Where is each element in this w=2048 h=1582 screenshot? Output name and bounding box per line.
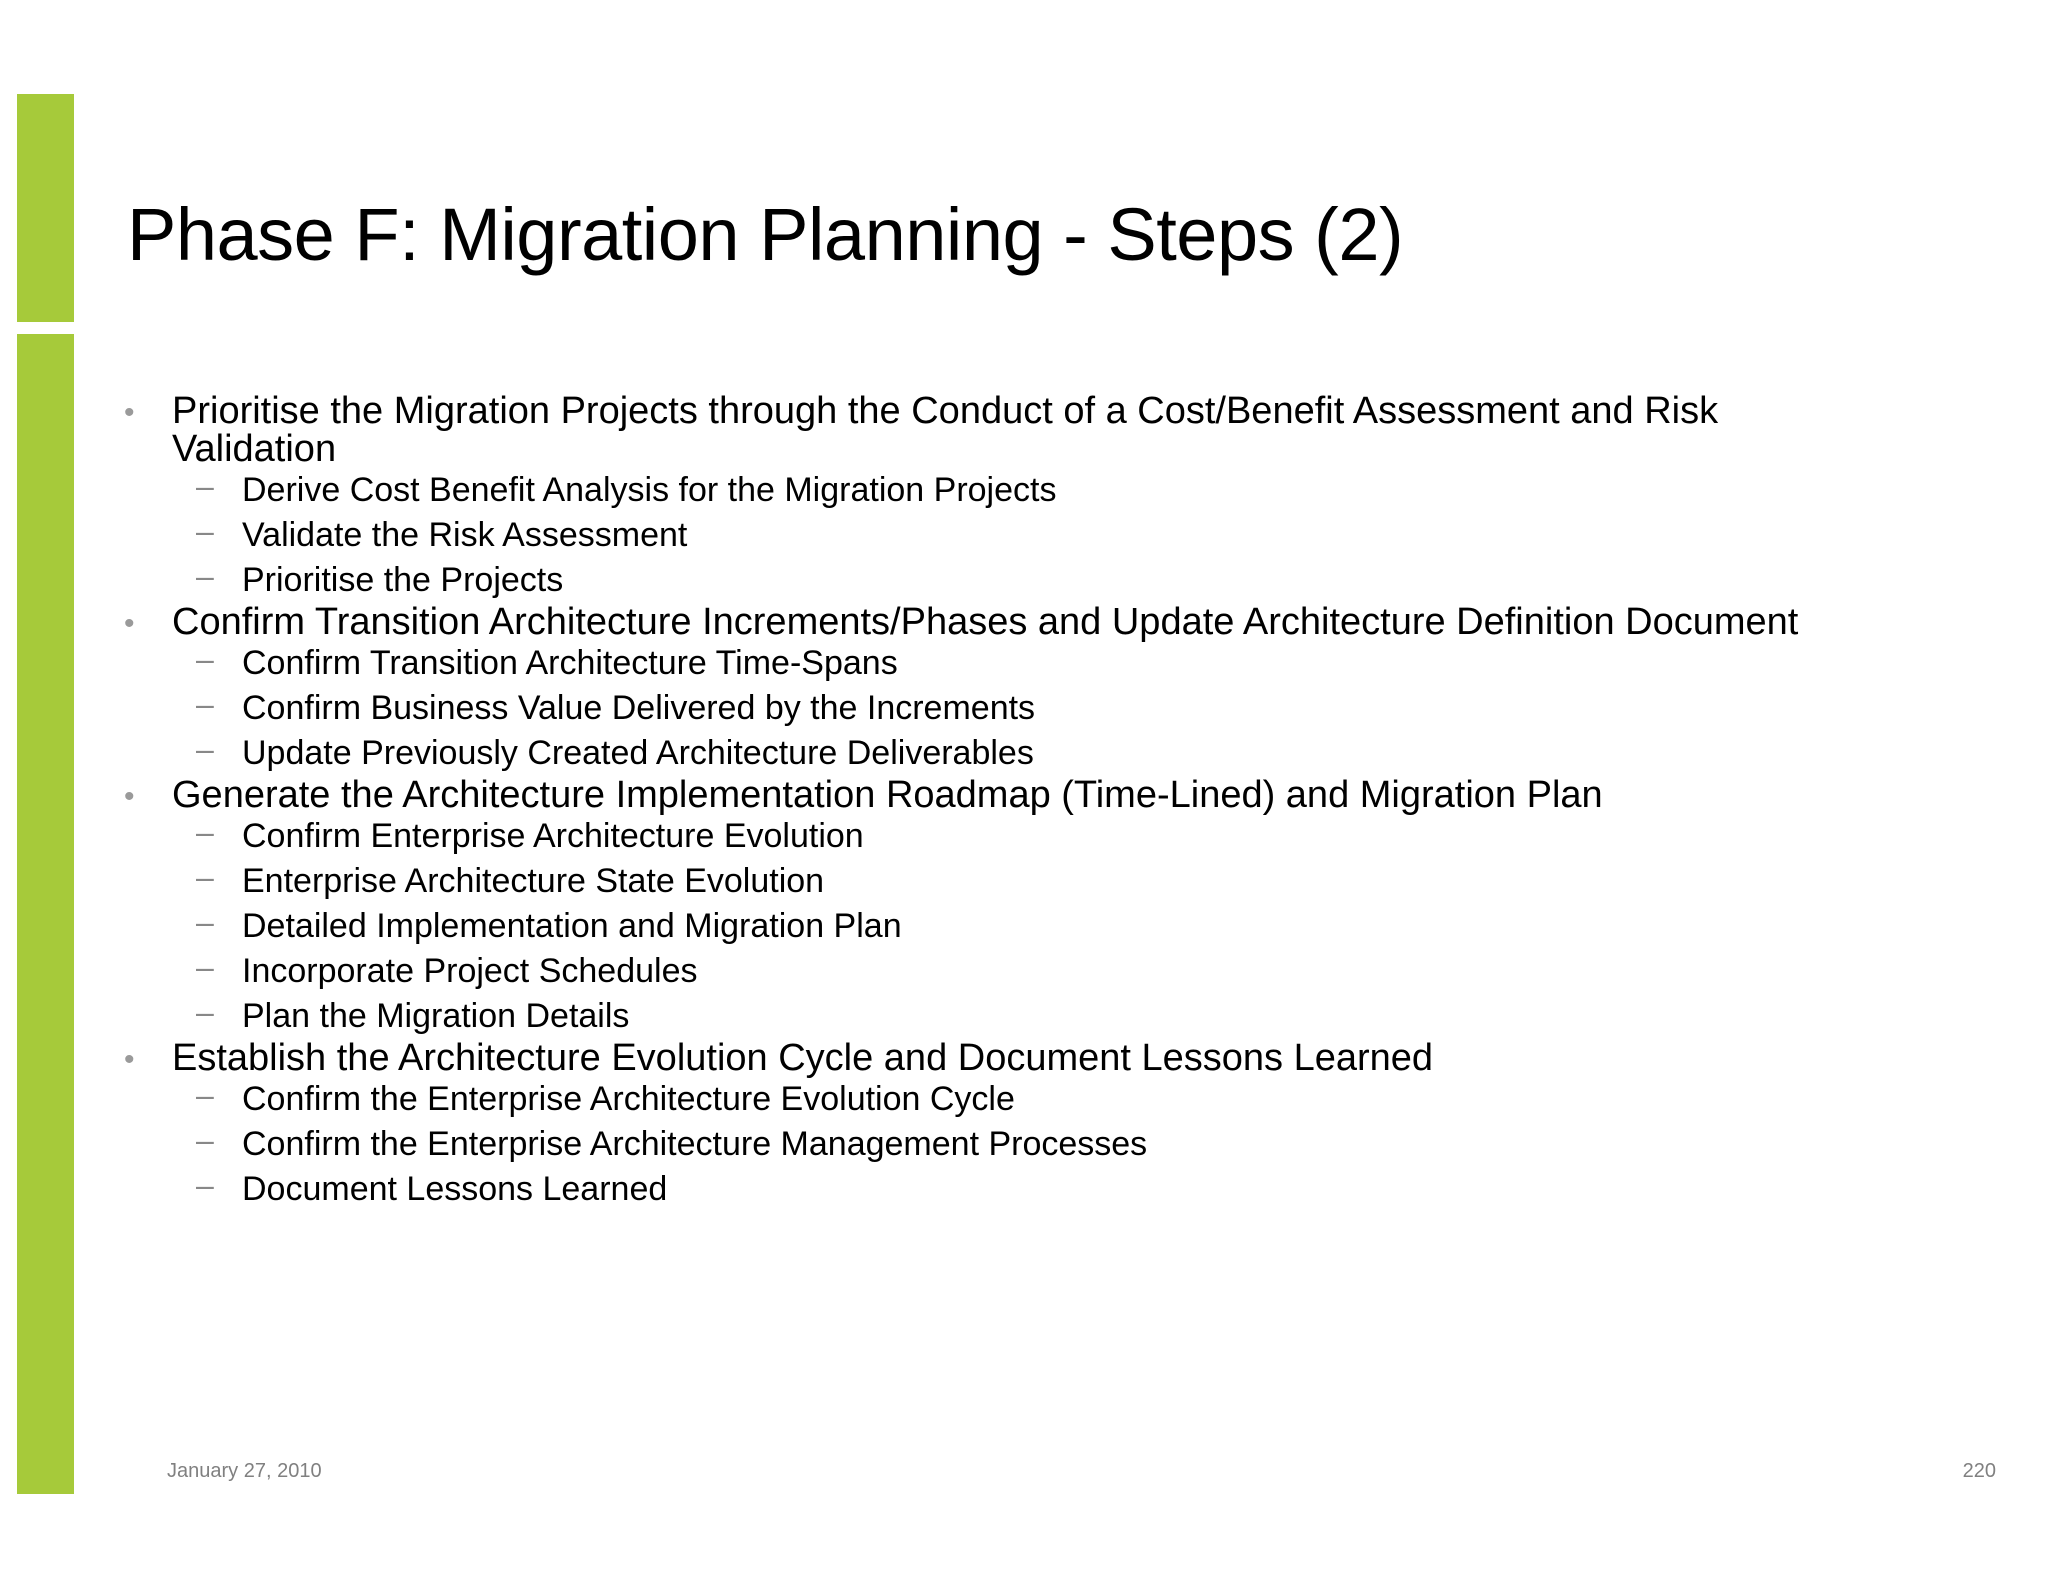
bullet-group-3 — [0, 776, 2048, 1039]
sub-item — [0, 904, 2048, 949]
dash-icon: – — [196, 814, 214, 850]
dash-icon: – — [196, 904, 214, 940]
bullet-list — [0, 392, 2048, 1212]
dash-icon: – — [196, 1122, 214, 1158]
sub-text: Update Previously Created Architecture Deliverables — [242, 734, 1034, 772]
bullet-text: Confirm Transition Architecture Increments/Phases and Update Architecture Definition Document — [172, 601, 1799, 643]
bullet-item — [0, 776, 2048, 814]
dash-icon: – — [196, 513, 214, 549]
bullet-item — [0, 603, 2048, 641]
bullet-item — [0, 392, 2048, 468]
sub-text: Derive Cost Benefit Analysis for the Migration Projects — [242, 471, 1057, 509]
sub-text: Confirm Business Value Delivered by the Increments — [242, 689, 1036, 727]
bullet-dot-icon: • — [124, 1043, 135, 1076]
bullet-item — [0, 1039, 2048, 1077]
bullet-text: Prioritise the Migration Projects through the Conduct of a Cost/Benefit Assessment and Risk Validation — [172, 390, 1719, 470]
sub-text: Confirm the Enterprise Architecture Evolution Cycle — [242, 1080, 1015, 1118]
sub-text: Detailed Implementation and Migration Plan — [242, 907, 902, 945]
dash-icon: – — [196, 468, 214, 504]
sub-item — [0, 1167, 2048, 1212]
sub-item — [0, 859, 2048, 904]
bullet-group-1 — [0, 392, 2048, 603]
dash-icon: – — [196, 686, 214, 722]
sub-text: Confirm Enterprise Architecture Evolution — [242, 817, 864, 855]
dash-icon: – — [196, 949, 214, 985]
sub-text: Incorporate Project Schedules — [242, 952, 698, 990]
dash-icon: – — [196, 731, 214, 767]
bullet-dot-icon: • — [124, 780, 135, 813]
sub-item — [0, 949, 2048, 994]
sub-item — [0, 994, 2048, 1039]
sub-text: Enterprise Architecture State Evolution — [242, 862, 825, 900]
sub-text: Plan the Migration Details — [242, 997, 630, 1035]
dash-icon: – — [196, 1167, 214, 1203]
sub-item — [0, 1077, 2048, 1122]
sub-item — [0, 558, 2048, 603]
sub-text: Confirm the Enterprise Architecture Management Processes — [242, 1125, 1148, 1163]
accent-bar-top — [17, 94, 74, 322]
sub-list — [0, 468, 2048, 603]
dash-icon: – — [196, 859, 214, 895]
sub-text: Prioritise the Projects — [242, 561, 564, 599]
sub-text: Confirm Transition Architecture Time-Spans — [242, 644, 898, 682]
sub-text: Document Lessons Learned — [242, 1170, 668, 1208]
sub-item — [0, 468, 2048, 513]
sub-item — [0, 814, 2048, 859]
sub-item — [0, 641, 2048, 686]
bullet-group-4 — [0, 1039, 2048, 1212]
sub-item — [0, 686, 2048, 731]
dash-icon: – — [196, 558, 214, 594]
footer-date: January 27, 2010 — [167, 1460, 322, 1482]
dash-icon: – — [196, 1077, 214, 1113]
sub-text: Validate the Risk Assessment — [242, 516, 688, 554]
bullet-dot-icon: • — [124, 607, 135, 640]
dash-icon: – — [196, 994, 214, 1030]
sub-item — [0, 731, 2048, 776]
bullet-dot-icon: • — [124, 396, 135, 429]
bullet-text: Generate the Architecture Implementation Roadmap (Time-Lined) and Migration Plan — [172, 774, 1603, 816]
slide-title: Phase F: Migration Planning - Steps (2) — [127, 193, 1404, 276]
sub-list — [0, 814, 2048, 1039]
bullet-group-2 — [0, 603, 2048, 776]
sub-list — [0, 1077, 2048, 1212]
sub-list — [0, 641, 2048, 776]
bullet-text: Establish the Architecture Evolution Cycle and Document Lessons Learned — [172, 1037, 1434, 1079]
sub-item — [0, 513, 2048, 558]
dash-icon: – — [196, 641, 214, 677]
page-number: 220 — [1962, 1460, 1996, 1482]
sub-item — [0, 1122, 2048, 1167]
